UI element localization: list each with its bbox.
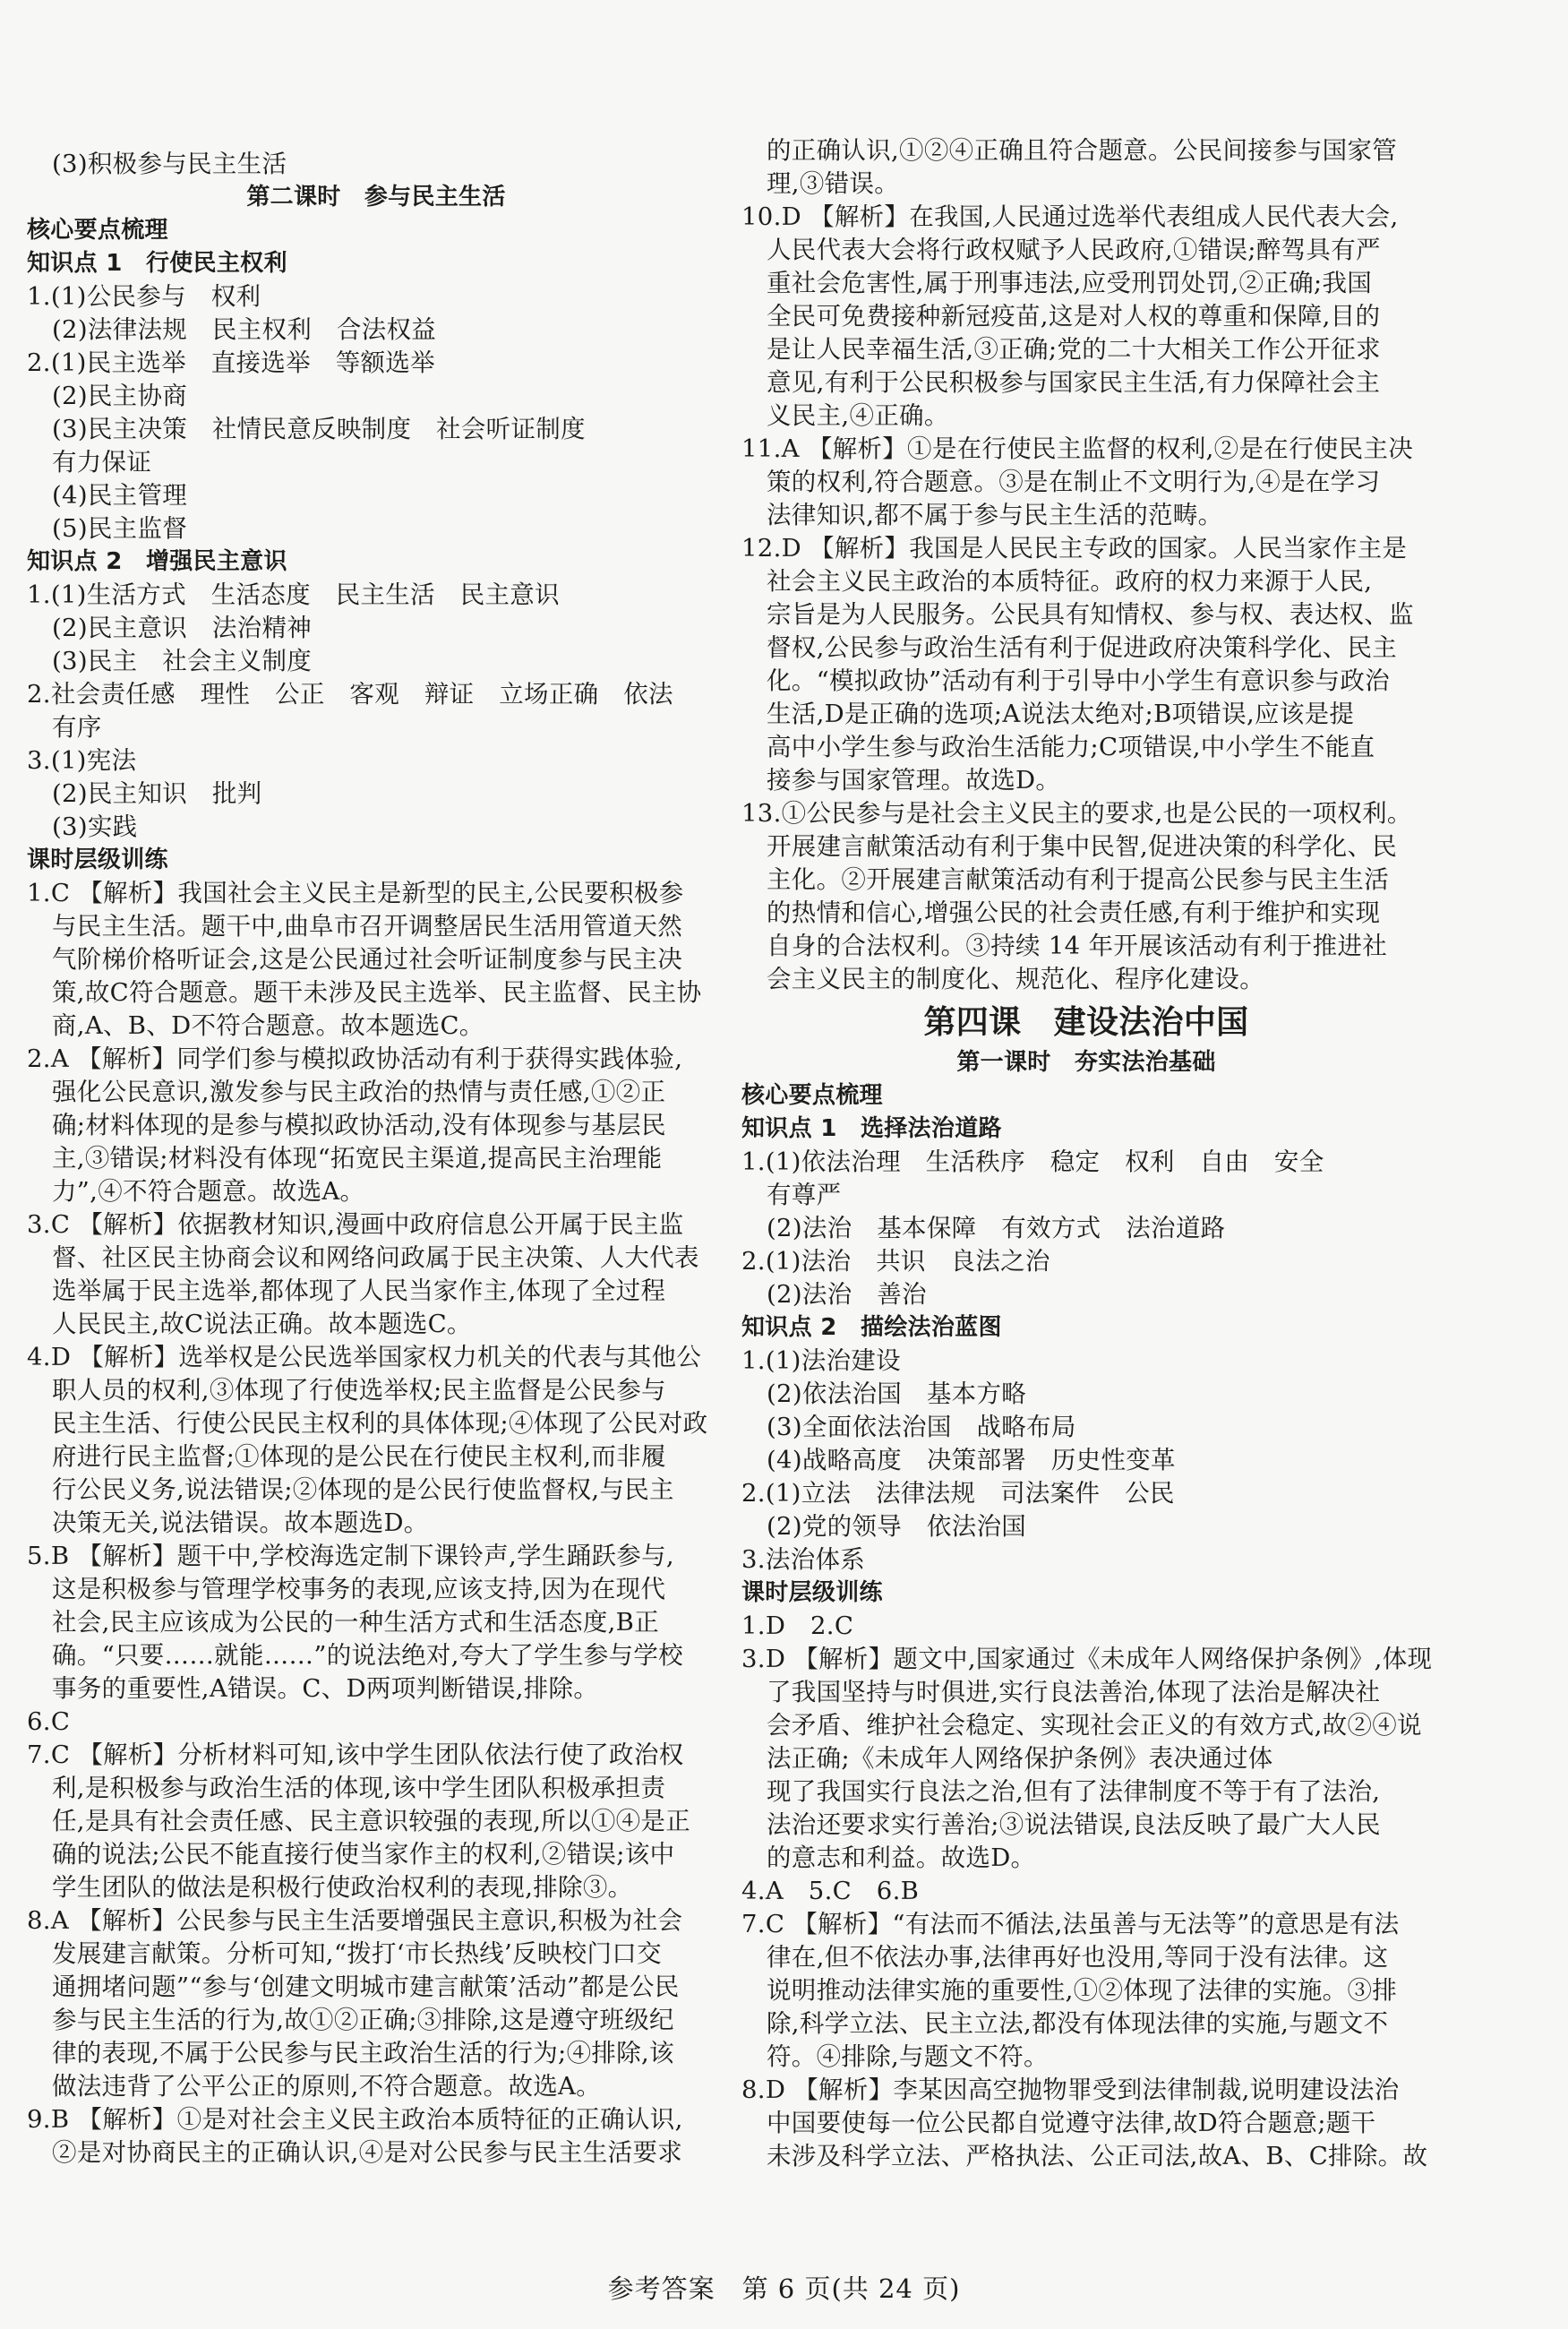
text-line: (2)法治 基本保障 有效方式 法治道路 [767,1214,1226,1242]
section-heading: 课时层级训练 [741,1579,883,1606]
text-line: 7.C 【解析】“有法而不循法,法虽善与无法等”的意思是有法 [741,1910,1400,1938]
text-line: 说明推动法律实施的重要性,①②体现了法律的实施。③排 [767,1976,1398,2005]
text-line: 会矛盾、维护社会稳定、实现社会正义的有效方式,故②④说 [767,1711,1422,1740]
page-footer: 参考答案 第 6 页(共 24 页) [607,2273,961,2304]
text-line: 通拥堵问题”“参与‘创建文明城市建言献策’活动”都是公民 [52,1972,680,2001]
text-line: 1.(1)生活方式 生活态度 民主生活 民主意识 [27,580,560,609]
text-line: 学生团队的做法是积极行使政治权利的表现,排除③。 [52,1873,633,1902]
text-line: 义民主,④正确。 [767,401,949,430]
text-line: 1.(1)公民参与 权利 [27,282,261,311]
text-line: (2)法律法规 民主权利 合法权益 [52,315,437,344]
text-line: 参与民主生活的行为,故①②正确;③排除,这是遵守班级纪 [52,2006,674,2034]
text-line: (3)民主决策 社情民意反映制度 社会听证制度 [52,415,586,443]
text-line: 职人员的权利,③体现了行使选举权;民主监督是公民参与 [52,1376,666,1405]
text-line: 11.A 【解析】①是在行使民主监督的权利,②是在行使民主决 [741,434,1414,463]
text-line: 确;材料体现的是参与模拟政协活动,没有体现参与基层民 [52,1111,666,1139]
text-line: 符。④排除,与题文不符。 [767,2042,1049,2071]
text-line: 的意志和利益。故选D。 [767,1843,1036,1872]
text-line: 人民民主,故C说法正确。故本题选C。 [52,1310,472,1338]
text-line: 利,是积极参与政治生活的体现,该中学生团队积极承担责 [52,1774,666,1802]
text-line: (2)法治 善治 [767,1280,927,1309]
text-line: 3.(1)宪法 [27,746,137,775]
text-line: 2.(1)立法 法律法规 司法案件 公民 [741,1479,1175,1508]
text-line: 发展建言献策。分析可知,“拨打‘市长热线’反映校门口交 [52,1939,662,1968]
section-title: 第一课时 夯实法治基础 [956,1049,1216,1076]
text-line: 任,是具有社会责任感、民主意识较强的表现,所以①④是正 [52,1807,691,1835]
text-line: 社会主义民主政治的本质特征。政府的权力来源于人民, [767,567,1373,596]
text-line: 7.C 【解析】分析材料可知,该中学生团队依法行使了政治权 [27,1740,684,1769]
text-line: 商,A、B、D不符合题意。故本题选C。 [52,1011,484,1040]
text-line: 2.A 【解析】同学们参与模拟政协活动有利于获得实践体验, [27,1044,683,1073]
text-line: 1.(1)法治建设 [741,1346,901,1375]
text-line: (3)实践 [52,812,138,841]
text-line: 4.A 5.C 6.B [741,1877,920,1905]
text-line: 行公民义务,说法错误;②体现的是公民行使监督权,与民主 [52,1475,674,1504]
section-heading: 核心要点梳理 [27,217,168,244]
text-line: 生活,D是正确的选项;A说法太绝对;B项错误,应该是提 [767,700,1355,728]
text-line: 的热情和信心,增强公民的社会责任感,有利于维护和实现 [767,898,1381,927]
text-line: 民主生活、行使公民民主权利的具体体现;④体现了公民对政 [52,1409,708,1438]
left-column [27,148,725,2170]
text-line: 自身的合法权利。③持续 14 年开展该活动有利于推进社 [767,932,1388,960]
text-line: 高中小学生参与政治生活能力;C项错误,中小学生不能直 [767,733,1375,761]
text-line: 有尊严 [767,1181,842,1209]
text-line: 的正确认识,①②④正确且符合题意。公民间接参与国家管 [767,136,1398,165]
text-line: 与民主生活。题干中,曲阜市召开调整居民生活用管道天然 [52,912,683,941]
lesson-title: 第四课 建设法治中国 [923,1004,1249,1041]
text-line: 开展建言献策活动有利于集中民智,促进决策的科学化、民 [767,832,1398,861]
text-line: 决策无关,说法错误。故本题选D。 [52,1508,429,1537]
text-line: 现了我国实行良法之治,但有了法律制度不等于有了法治, [767,1777,1381,1806]
text-line: ②是对协商民主的正确认识,④是对公民参与民主生活要求 [52,2138,683,2167]
text-line: 全民可免费接种新冠疫苗,这是对人权的尊重和保障,目的 [767,302,1381,331]
text-line: 律的表现,不属于公民参与民主政治生活的行为;④排除,该 [52,2039,674,2067]
text-line: 气阶梯价格听证会,这是公民通过社会听证制度参与民主决 [52,945,683,974]
text-line: 督权,公民参与政治生活有利于促进政府决策科学化、民主 [767,633,1398,662]
text-line: 1.C 【解析】我国社会主义民主是新型的民主,公民要积极参 [27,879,684,907]
text-line: (3)全面依法治国 战略布局 [767,1413,1076,1441]
text-line: (2)民主意识 法治精神 [52,614,313,642]
text-line: 府进行民主监督;①体现的是公民在行使民主权利,而非履 [52,1442,666,1471]
text-line: 3.D 【解析】题文中,国家通过《未成年人网络保护条例》,体现 [741,1645,1433,1673]
text-line: 法治还要求实行善治;③说法错误,良法反映了最广大人民 [767,1810,1381,1839]
text-line: (4)民主管理 [52,481,188,510]
text-line: 确的说法;公民不能直接行使当家作主的权利,②错误;该中 [52,1840,675,1869]
section-heading: 知识点 2 描绘法治蓝图 [741,1314,1002,1341]
text-line: 强化公民意识,激发参与民主政治的热情与责任感,①②正 [52,1078,666,1106]
right-column [741,134,1431,2173]
text-line: 化。“模拟政协”活动有利于引导中小学生有意识参与政治 [767,666,1390,695]
text-line: 3.法治体系 [741,1545,866,1574]
text-line: 中国要使每一位公民都自觉遵守法律,故D符合题意;题干 [767,2109,1376,2137]
text-line: 12.D 【解析】我国是人民民主专政的国家。人民当家作主是 [741,534,1408,563]
text-line: 8.A 【解析】公民参与民主生活要增强民主意识,积极为社会 [27,1906,683,1935]
text-line: 督、社区民主协商会议和网络问政属于民主决策、人大代表 [52,1243,699,1272]
text-line: 社会,民主应该成为公民的一种生活方式和生活态度,B正 [52,1608,659,1637]
text-line: 法律知识,都不属于参与民主生活的范畴。 [767,501,1223,529]
text-line: 重社会危害性,属于刑事违法,应受刑罚处罚,②正确;我国 [767,269,1373,297]
text-line: 宗旨是为人民服务。公民具有知情权、参与权、表达权、监 [767,600,1414,629]
text-line: 是让人民幸福生活,③正确;党的二十大相关工作公开征求 [767,335,1381,364]
section-heading: 核心要点梳理 [741,1082,883,1109]
text-line: 10.D 【解析】在我国,人民通过选举代表组成人民代表大会, [741,202,1399,231]
text-line: 主化。②开展建言献策活动有利于提高公民参与民主生活 [767,865,1389,894]
section-title: 第二课时 参与民主生活 [246,184,506,211]
text-line: (2)党的领导 依法治国 [767,1512,1027,1541]
text-line: 事务的重要性,A错误。C、D两项判断错误,排除。 [52,1674,599,1703]
text-line: (5)民主监督 [52,514,188,543]
text-line: 人民代表大会将行政权赋予人民政府,①错误;醉驾具有严 [767,236,1381,264]
section-heading: 课时层级训练 [27,847,168,873]
text-line: 确。“只要……就能……”的说法绝对,夸大了学生参与学校 [52,1641,683,1670]
text-line: (2)民主知识 批判 [52,779,262,808]
text-line: 意见,有利于公民积极参与国家民主生活,有力保障社会主 [767,368,1381,397]
text-line: 了我国坚持与时俱进,实行良法善治,体现了法治是解决社 [767,1678,1381,1706]
text-line: 9.B 【解析】①是对社会主义民主政治本质特征的正确认识, [27,2105,683,2134]
text-line: 做法违背了公平公正的原则,不符合题意。故选A。 [52,2072,601,2101]
text-line: 6.C [27,1707,71,1736]
text-line: 选举属于民主选举,都体现了人民当家作主,体现了全过程 [52,1276,666,1305]
text-line: 除,科学立法、民主立法,都没有体现法律的实施,与题文不 [767,2009,1389,2038]
text-line: 策,故C符合题意。题干未涉及民主选举、民主监督、民主协 [52,978,702,1007]
text-line: 1.D 2.C [741,1611,854,1640]
section-heading: 知识点 1 选择法治道路 [741,1115,1002,1142]
text-line: 未涉及科学立法、严格执法、公正司法,故A、B、C排除。故 [767,2142,1428,2170]
text-line: 2.(1)民主选举 直接选举 等额选举 [27,348,435,377]
section-heading: 知识点 1 行使民主权利 [27,250,287,277]
text-line: (3)积极参与民主生活 [52,150,287,178]
text-line: 接参与国家管理。故选D。 [767,766,1061,795]
text-line: 理,③错误。 [767,169,900,198]
text-line: 3.C 【解析】依据教材知识,漫画中政府信息公开属于民主监 [27,1210,684,1239]
text-line: 4.D 【解析】选举权是公民选举国家权力机关的代表与其他公 [27,1343,702,1371]
text-line: 这是积极参与管理学校事务的表现,应该支持,因为在现代 [52,1575,666,1603]
text-line: 有序 [52,713,102,742]
text-line: 8.D 【解析】李某因高空抛物罪受到法律制裁,说明建设法治 [741,2075,1400,2104]
text-line: 1.(1)依法治理 生活秩序 稳定 权利 自由 安全 [741,1147,1324,1176]
text-line: 有力保证 [52,448,152,477]
text-line: 律在,但不依法办事,法律再好也没用,等同于没有法律。这 [767,1943,1389,1972]
text-line: (2)民主协商 [52,382,188,410]
text-line: 13.①公民参与是社会主义民主的要求,也是公民的一项权利。 [741,799,1412,828]
text-line: 2.社会责任感 理性 公正 客观 辩证 立场正确 依法 [27,680,673,709]
text-line: (3)民主 社会主义制度 [52,647,313,675]
text-line: 策的权利,符合题意。③是在制止不文明行为,④是在学习 [767,468,1381,496]
text-line: 力”,④不符合题意。故选A。 [52,1177,365,1206]
text-line: 5.B 【解析】题干中,学校海选定制下课铃声,学生踊跃参与, [27,1542,674,1570]
text-line: 主,③错误;材料没有体现“拓宽民主渠道,提高民主治理能 [52,1144,663,1173]
text-line: 2.(1)法治 共识 良法之治 [741,1247,1050,1276]
text-line: 法正确;《未成年人网络保护条例》表决通过体 [767,1744,1273,1773]
text-line: (2)依法治国 基本方略 [767,1379,1027,1408]
text-line: (4)战略高度 决策部署 历史性变革 [767,1446,1176,1474]
section-heading: 知识点 2 增强民主意识 [27,548,287,575]
text-line: 会主义民主的制度化、规范化、程序化建设。 [767,965,1264,993]
